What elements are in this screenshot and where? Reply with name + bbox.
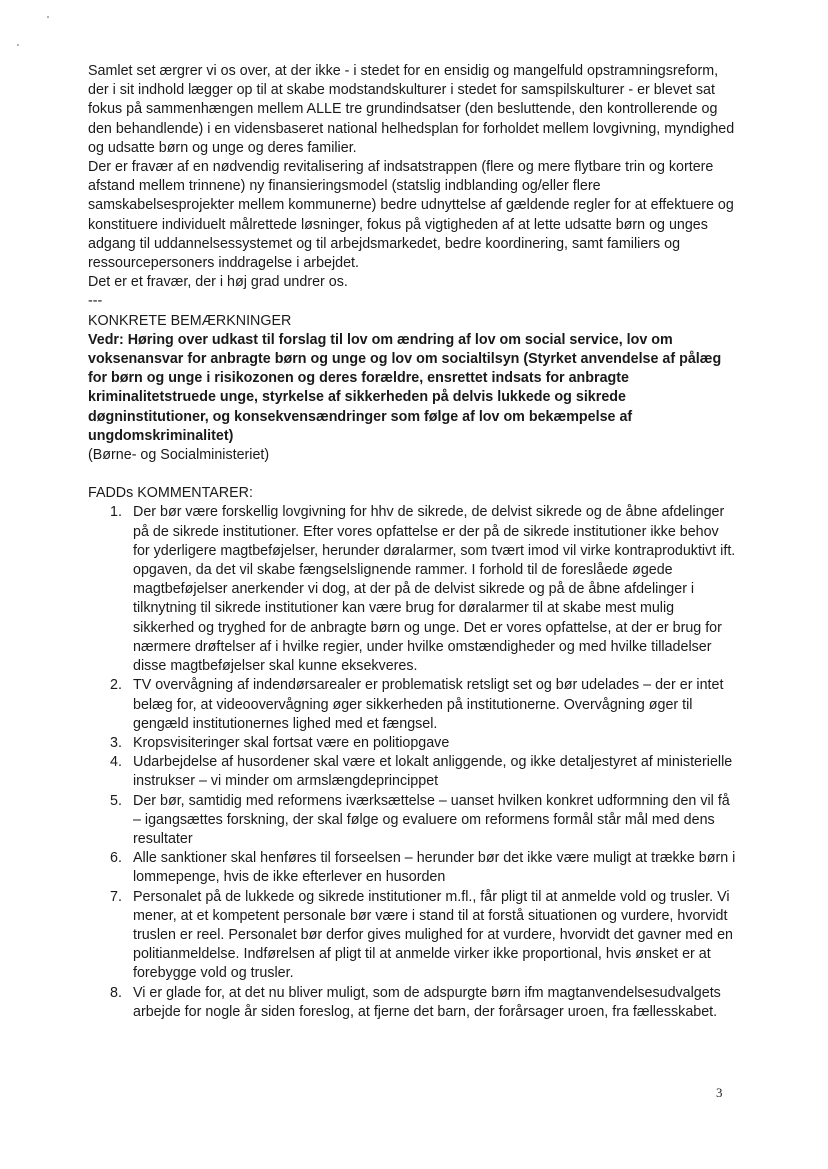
- page-number: 3: [716, 1085, 723, 1100]
- section-heading: KONKRETE BEMÆRKNINGER: [88, 312, 292, 329]
- list-number: 3.: [110, 734, 122, 751]
- list-number: 7.: [110, 888, 122, 905]
- list-item: [88, 849, 736, 887]
- list-number: 5.: [110, 792, 122, 809]
- scan-speck: [47, 16, 49, 18]
- list-text: Udarbejdelse af husordener skal være et lokalt anliggende, og ikke detaljestyret af ministerielle instrukser – vi minder om armslængdeprincippet: [133, 754, 733, 790]
- list-item: [88, 753, 736, 791]
- list-item: [88, 888, 736, 984]
- list-text: Der bør, samtidig med reformens iværksættelse – uanset hvilken konkret udformning den vil få – igangsættes forskning, der skal følge og evaluere om reformens formål står mål med dens resultater: [133, 792, 730, 847]
- intro-paragraph-3: Det er et fravær, der i høj grad undrer os.: [88, 274, 348, 291]
- list-number: 6.: [110, 850, 122, 867]
- spacer: [88, 465, 736, 484]
- ministry-line: (Børne- og Socialministeriet): [88, 447, 270, 464]
- list-item: [88, 734, 736, 753]
- list-text: Personalet på de lukkede og sikrede institutioner m.fl., får pligt til at anmelde vold og trusler. Vi mener, at et kompetent personale bør være i stand til at forstå situationen og vurdere, hvorvidt truslen er reel. Personalet bør derfor gives mulighed for at vurdere, hvorvidt det gavner med en politianmeldelse. Indførelsen af pligt til at anmelde virker ikke proportional, hvis ønsket er at forebygge vold og trusler.: [133, 888, 733, 982]
- list-item: [88, 503, 736, 676]
- list-number: 8.: [110, 984, 122, 1001]
- separator: ---: [88, 293, 103, 310]
- list-text: Vi er glade for, at det nu bliver muligt, som de adspurgte børn ifm magtanvendelsesudvalgets arbejde for nogle år siden foreslog, at fjerne det barn, der forårsager uroen, fra fællesskabet.: [133, 984, 721, 1020]
- list-text: TV overvågning af indendørsarealer er problematisk retsligt set og bør udelades – der er intet belæg for, at videoovervågning øger sikkerheden på institutionerne. Overvågning øger til gengæld institutionernes lighed med et fængsel.: [133, 677, 724, 732]
- scan-speck: [17, 44, 19, 46]
- list-item: [88, 984, 736, 1022]
- comments-title: FADDs KOMMENTARER:: [88, 485, 253, 502]
- list-text: Kropsvisiteringer skal fortsat være en politiopgave: [133, 734, 450, 751]
- comments-list: [88, 503, 736, 1021]
- list-item: [88, 676, 736, 734]
- subject-line: Vedr: Høring over udkast til forslag til lov om ændring af lov om social service, lov om voksenansvar for anbragte børn og unge og lov om socialtilsyn (Styrket anvendelse af pålæg for børn og unge i risikozonen og deres forældre, ensrettet indsats for anbragte kriminalitetstruede unge, styrkelse af sikkerheden på delvis lukkede og sikrede døgninstitutioner, og konsekvensændringer som følge af lov om bekæmpelse af ungdomskriminalitet): [88, 331, 722, 444]
- list-text: Alle sanktioner skal henføres til forseelsen – herunder bør det ikke være muligt at trække børn i lommepenge, hvis de ikke efterlever en husorden: [133, 850, 736, 886]
- intro-paragraph-1: Samlet set ærgrer vi os over, at der ikke - i stedet for en ensidig og mangelfuld opstramningsreform, der i sit indhold lægger op til at skabe modstandskulturer i stedet for samspilskulturer - er blevet sat fokus på sammenhængen mellem ALLE tre grundindsatser (den besluttende, den kontrollerende og den behandlende) i en vidensbaseret national helhedsplan for forholdet mellem lovgivning, myndighed og udsatte børn og unge og deres familier.: [88, 63, 735, 156]
- page-content: [88, 62, 736, 1022]
- list-item: [88, 792, 736, 850]
- list-number: 1.: [110, 504, 122, 521]
- list-number: 2.: [110, 677, 122, 694]
- intro-paragraph-2: Der er fravær af en nødvendig revitalisering af indsatstrappen (flere og mere flytbare trin og kortere afstand mellem trinnene) ny finansieringsmodel (statslig indblanding og/eller flere samskabelsesprojekter mellem kommunerne) bedre udnyttelse af gældende regler for at effektuere og konstituere individuelt målrettede løsninger, fokus på vigtigheden af at lette udsatte børn og unges adgang til uddannelsessystemet og til arbejdsmarkedet, bedre koordinering, samt familiers og ressourcepersoners inddragelse i arbejdet.: [88, 159, 734, 272]
- list-number: 4.: [110, 754, 122, 771]
- list-text: Der bør være forskellig lovgivning for hhv de sikrede, de delvist sikrede og de åbne afdelinger på de sikrede institutioner. Efter vores opfattelse er der på de sikrede institutioner ikke behov for yderligere magtbeføjelser, herunder døralarmer, som tvært imod vil virke kontraproduktivt ift. opgaven, da det vil skabe fængselslignende rammer. I forhold til de foreslåede øgede magtbeføjelser anerkender vi dog, at der på de delvist sikrede og på de åbne afdelinger i tilknytning til sikrede institutioner kan være brug for døralarmer til at skabe mest mulig sikkerhed og tryghed for de anbragte børn og unge. Det er vores opfattelse, at der er brug for nærmere drøftelser af i hvilke regier, under hvilke omstændigheder og med hvilke tilladelser disse magtbeføjelser skal kunne eksekveres.: [133, 504, 736, 675]
